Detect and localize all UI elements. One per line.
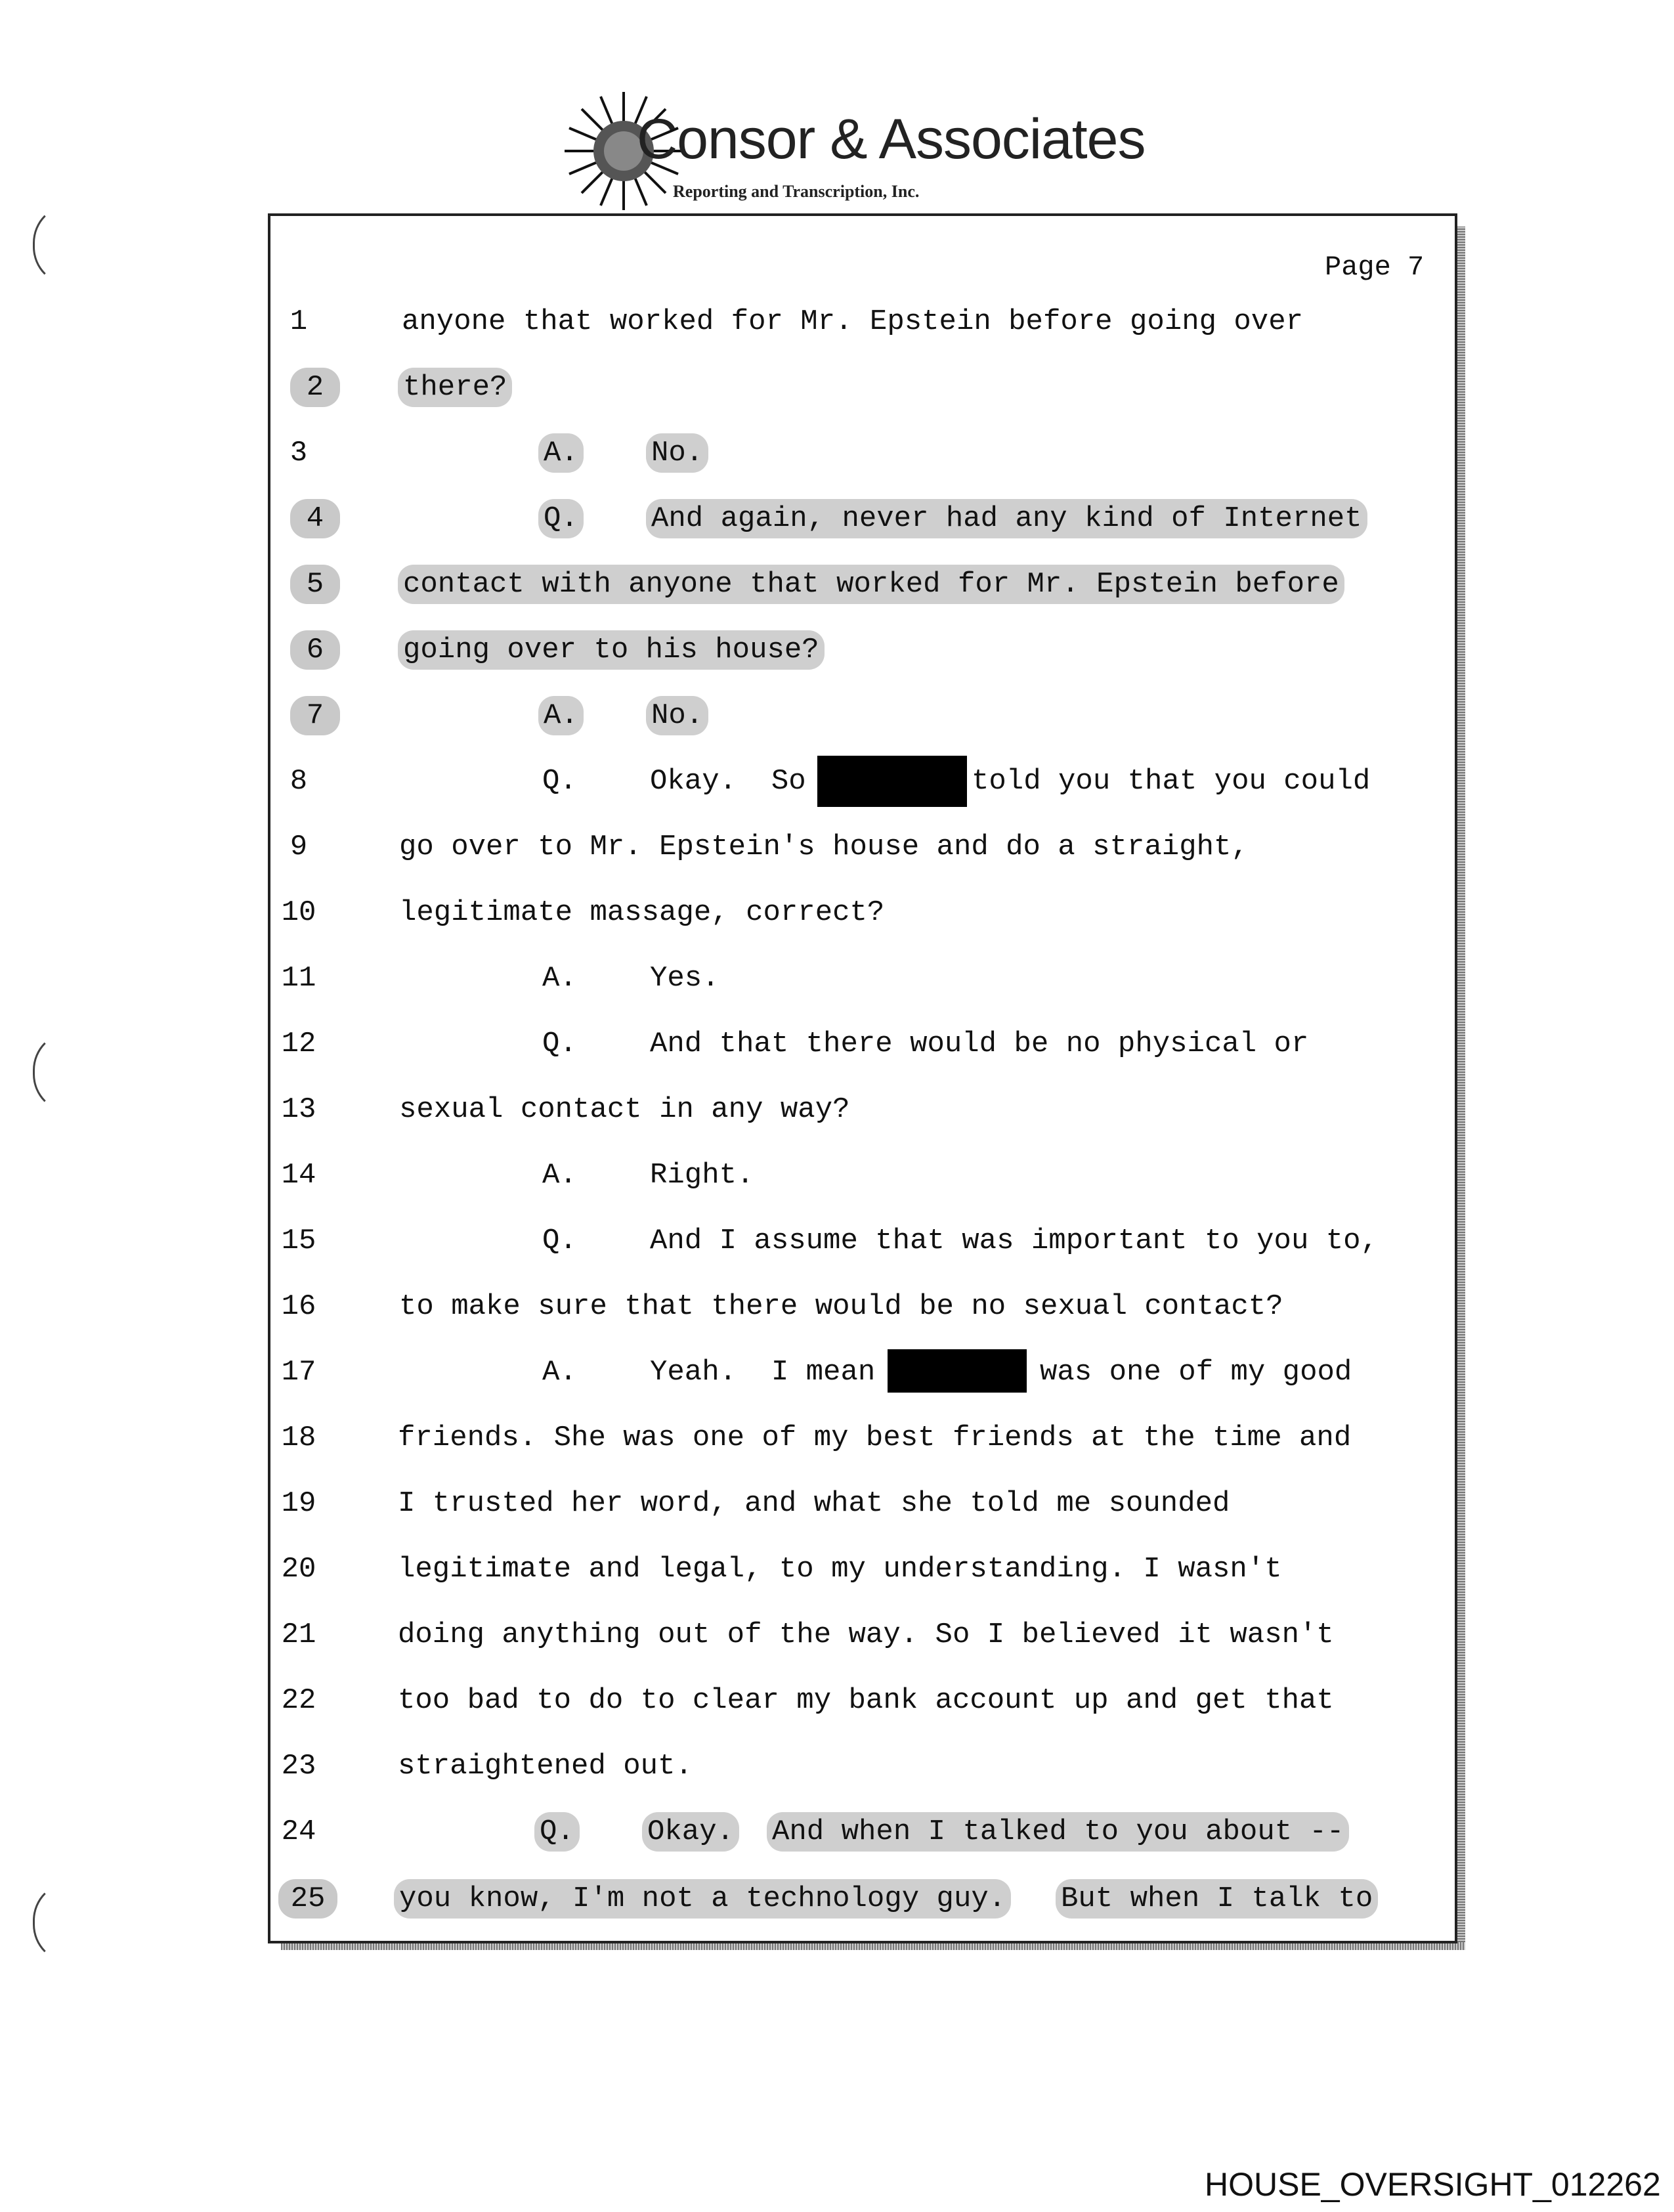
transcript-line: [0, 1550, 1674, 1589]
line-number: 11: [281, 962, 316, 995]
line-text: going over to his house?: [398, 630, 825, 670]
speaker-label: A.: [542, 1356, 577, 1389]
transcript-line: [0, 433, 1674, 473]
line-number: 16: [281, 1290, 316, 1323]
transcript-line: [0, 959, 1674, 998]
transcript-line: [0, 499, 1674, 538]
speaker-label: Q.: [538, 499, 584, 538]
line-number: 22: [281, 1684, 316, 1717]
line-number: 21: [281, 1618, 316, 1651]
line-text: contact with anyone that worked for Mr. Epstein before: [398, 565, 1344, 604]
transcript-line: [0, 630, 1674, 670]
transcript-line: [0, 1418, 1674, 1458]
transcript-line: [0, 1287, 1674, 1326]
line-number: 25: [278, 1879, 337, 1919]
line-text: legitimate massage, correct?: [399, 896, 885, 929]
transcript-line: [0, 1615, 1674, 1655]
line-text: go over to Mr. Epstein's house and do a straight,: [399, 831, 1249, 863]
transcript-line: [0, 1812, 1674, 1852]
line-number: 20: [281, 1553, 316, 1586]
line-number: 14: [281, 1159, 316, 1192]
line-number: 1: [290, 305, 308, 338]
line-text: legitimate and legal, to my understanding. I wasn't: [398, 1553, 1282, 1586]
line-text: Okay. So: [650, 765, 806, 798]
line-number: 24: [281, 1815, 316, 1848]
line-text: was one of my good: [1040, 1356, 1352, 1389]
transcript-line: [0, 1156, 1674, 1195]
speaker-label: A.: [538, 433, 584, 473]
speaker-label: A.: [542, 962, 577, 995]
line-number: 6: [290, 630, 340, 670]
company-logo: [558, 89, 1146, 213]
line-number: 9: [290, 831, 308, 863]
line-number: 23: [281, 1750, 316, 1783]
line-text: And again, never had any kind of Internet: [646, 499, 1367, 538]
line-text: doing anything out of the way. So I believed it wasn't: [398, 1618, 1334, 1651]
line-number: 2: [290, 368, 340, 407]
transcript-line: [0, 1090, 1674, 1129]
transcript-line: [0, 565, 1674, 604]
line-text: Yes.: [650, 962, 719, 995]
company-name: Consor & Associates: [637, 108, 1146, 171]
transcript-line: [0, 1746, 1674, 1786]
speaker-label: A.: [538, 696, 584, 735]
line-number: 8: [290, 765, 308, 798]
line-text: there?: [398, 368, 512, 407]
line-text: No.: [646, 696, 708, 735]
transcript-line: [0, 1681, 1674, 1720]
line-number: 15: [281, 1225, 316, 1257]
transcript-line: [0, 827, 1674, 867]
line-text: But when I talk to: [1056, 1879, 1378, 1919]
line-number: 3: [290, 437, 308, 469]
transcript-line: [0, 893, 1674, 932]
transcript-line: [0, 1353, 1674, 1392]
speaker-label: A.: [542, 1159, 577, 1192]
transcript-line: [0, 696, 1674, 735]
speaker-label: Q.: [542, 765, 577, 798]
transcript-line: [0, 1879, 1674, 1919]
line-number: 18: [281, 1421, 316, 1454]
bates-number: HOUSE_OVERSIGHT_012262: [1205, 2166, 1661, 2203]
transcript-line: [0, 1221, 1674, 1261]
line-text: I trusted her word, and what she told me sounded: [398, 1487, 1230, 1520]
line-text: you know, I'm not a technology guy.: [394, 1879, 1011, 1919]
line-number: 13: [281, 1093, 316, 1126]
company-tagline: Reporting and Transcription, Inc.: [673, 182, 920, 201]
speaker-label: Q.: [534, 1812, 580, 1852]
line-text: Yeah. I mean: [650, 1356, 876, 1389]
hole-punch-top: [33, 204, 94, 286]
line-number: 5: [290, 565, 340, 604]
line-number: 10: [281, 896, 316, 929]
line-text: too bad to do to clear my bank account up and get that: [398, 1684, 1334, 1717]
transcript-line: [0, 1024, 1674, 1064]
line-text: And that there would be no physical or: [650, 1028, 1309, 1060]
speaker-label: Q.: [542, 1028, 577, 1060]
line-text: Okay.: [642, 1812, 739, 1852]
transcript-line: [0, 1484, 1674, 1523]
line-number: 4: [290, 499, 340, 538]
page-number: Page 7: [1325, 251, 1425, 283]
line-text: Right.: [650, 1159, 754, 1192]
line-text: And I assume that was important to you to,: [650, 1225, 1378, 1257]
line-text: anyone that worked for Mr. Epstein before going over: [402, 305, 1304, 338]
line-number: 7: [290, 696, 340, 735]
redaction-box: [817, 756, 967, 807]
line-text: straightened out.: [398, 1750, 693, 1783]
line-text: friends. She was one of my best friends at the time and: [398, 1421, 1352, 1454]
line-number: 12: [281, 1028, 316, 1060]
line-text: No.: [646, 433, 708, 473]
speaker-label: Q.: [542, 1225, 577, 1257]
redaction-box: [888, 1349, 1027, 1393]
line-text: sexual contact in any way?: [399, 1093, 850, 1126]
transcript-line: [0, 302, 1674, 341]
transcript-line: [0, 368, 1674, 407]
line-text: to make sure that there would be no sexual contact?: [399, 1290, 1283, 1323]
line-number: 19: [281, 1487, 316, 1520]
line-number: 17: [281, 1356, 316, 1389]
line-text: And when I talked to you about --: [767, 1812, 1349, 1852]
line-text: told you that you could: [972, 765, 1371, 798]
